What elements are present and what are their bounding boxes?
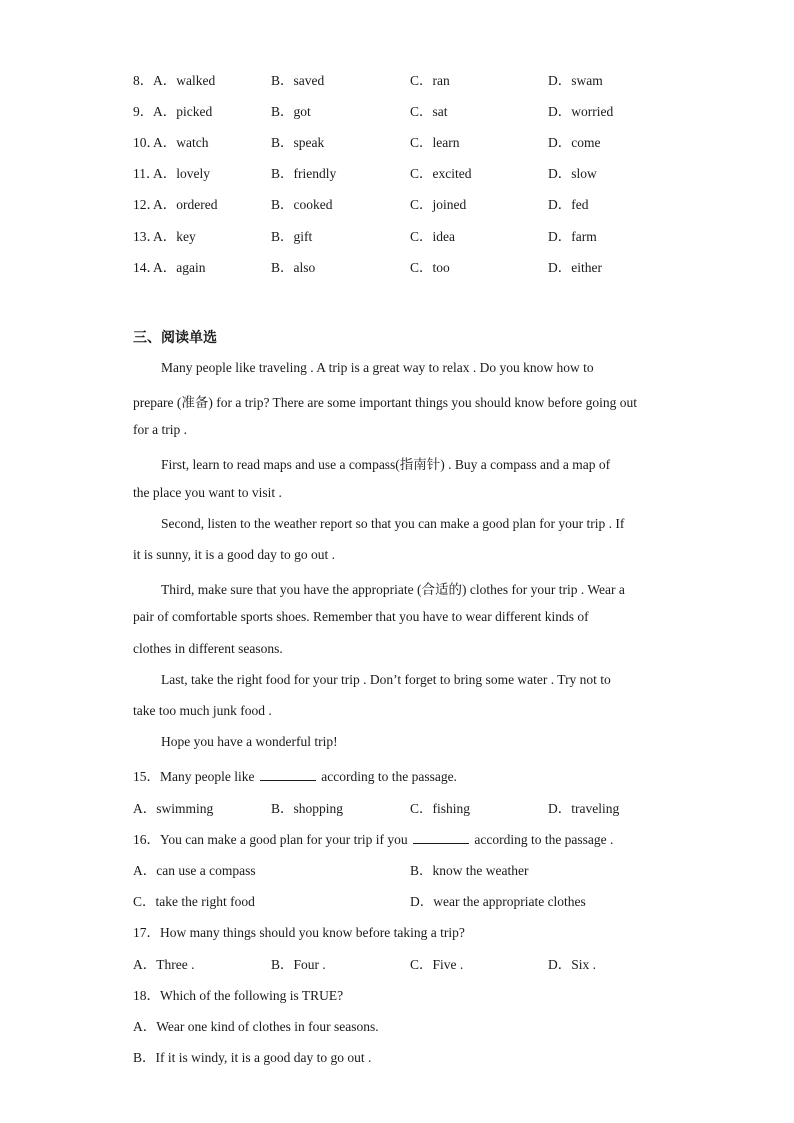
- option-b: B．friendly: [271, 166, 337, 181]
- question-17-options: [133, 953, 693, 973]
- cloze-option-row: [133, 193, 693, 213]
- passage-line: it is sunny, it is a good day to go out .: [133, 547, 335, 562]
- option-b: B．saved: [271, 73, 325, 88]
- option-d: D．traveling: [548, 801, 620, 816]
- option-b: B．also: [271, 260, 316, 275]
- option-b: B．Four .: [271, 957, 326, 972]
- option-c: C．idea: [410, 229, 455, 244]
- passage-line: First, learn to read maps and use a compass(指南针) . Buy a compass and a map of: [161, 457, 611, 472]
- question-number: 13．: [133, 229, 160, 244]
- option-d: D．slow: [548, 166, 597, 181]
- option-a: A．picked: [153, 104, 213, 119]
- question-16-options-row-2: [133, 890, 693, 910]
- passage-line: Third, make sure that you have the appropriate (合适的) clothes for your trip . Wear a: [161, 582, 625, 597]
- cloze-option-row: [133, 69, 693, 89]
- question-number: 10．: [133, 135, 160, 150]
- passage-line: take too much junk food .: [133, 703, 272, 718]
- question-stem-post: according to the passage .: [474, 832, 614, 847]
- option-a: A．walked: [153, 73, 216, 88]
- cloze-option-row: [133, 225, 693, 245]
- option-a: A．ordered: [153, 197, 218, 212]
- question-number: 14．: [133, 260, 160, 275]
- option-d: D．fed: [548, 197, 589, 212]
- passage-line: prepare (准备) for a trip? There are some important things you should know before going out: [133, 395, 637, 410]
- option-a: A．Wear one kind of clothes in four seasons.: [133, 1019, 379, 1034]
- question-16-options-row-1: [133, 859, 693, 879]
- question-stem-pre: 16．You can make a good plan for your trip if you: [133, 832, 408, 847]
- option-b: B．If it is windy, it is a good day to go out .: [133, 1050, 372, 1065]
- option-a: A．swimming: [133, 801, 214, 816]
- question-number: 8．: [133, 73, 154, 88]
- option-c: C．ran: [410, 73, 450, 88]
- passage-line: Hope you have a wonderful trip!: [161, 734, 338, 749]
- option-a: A．can use a compass: [133, 863, 256, 878]
- question-16-stem: [133, 828, 663, 848]
- question-stem-post: according to the passage.: [321, 769, 457, 784]
- passage-line: Second, listen to the weather report so that you can make a good plan for your trip . If: [161, 516, 625, 531]
- option-a: A．again: [153, 260, 206, 275]
- option-c: C．excited: [410, 166, 472, 181]
- option-c: C．Five .: [410, 957, 464, 972]
- passage-line: for a trip .: [133, 422, 187, 437]
- option-c: C．sat: [410, 104, 448, 119]
- option-a: A．lovely: [153, 166, 210, 181]
- option-b: B．gift: [271, 229, 313, 244]
- option-b: B．shopping: [271, 801, 344, 816]
- option-c: C．take the right food: [133, 894, 255, 909]
- option-d: D．farm: [548, 229, 597, 244]
- answer-blank: [413, 831, 469, 844]
- option-c: C．too: [410, 260, 450, 275]
- option-a: A．Three .: [133, 957, 195, 972]
- option-a: A．key: [153, 229, 196, 244]
- option-d: D．come: [548, 135, 601, 150]
- option-b: B．cooked: [271, 197, 333, 212]
- question-15-stem: [133, 765, 663, 785]
- option-b: B．got: [271, 104, 311, 119]
- question-17-stem: 17．How many things should you know before taking a trip?: [133, 925, 465, 940]
- option-c: C．learn: [410, 135, 460, 150]
- option-d: D．wear the appropriate clothes: [410, 894, 586, 909]
- option-b: B．know the weather: [410, 863, 529, 878]
- option-d: D．Six .: [548, 957, 597, 972]
- question-number: 11．: [133, 166, 160, 181]
- question-18-stem: 18．Which of the following is TRUE?: [133, 988, 344, 1003]
- option-c: C．fishing: [410, 801, 471, 816]
- option-c: C．joined: [410, 197, 467, 212]
- passage-line: pair of comfortable sports shoes. Remember that you have to wear different kinds of: [133, 609, 589, 624]
- question-15-options: [133, 797, 693, 817]
- passage-line: clothes in different seasons.: [133, 641, 283, 656]
- section-title: 三、阅读单选: [133, 330, 217, 346]
- question-number: 12．: [133, 197, 160, 212]
- option-b: B．speak: [271, 135, 325, 150]
- question-number: 9．: [133, 104, 154, 119]
- question-stem-pre: 15．Many people like: [133, 769, 255, 784]
- option-d: D．swam: [548, 73, 603, 88]
- passage-line: Many people like traveling . A trip is a great way to relax . Do you know how to: [161, 360, 594, 375]
- cloze-option-row: [133, 131, 693, 151]
- passage-line: the place you want to visit .: [133, 485, 282, 500]
- cloze-option-row: [133, 256, 693, 276]
- option-d: D．either: [548, 260, 602, 275]
- option-d: D．worried: [548, 104, 614, 119]
- cloze-option-row: [133, 100, 693, 120]
- cloze-option-row: [133, 162, 693, 182]
- answer-blank: [260, 768, 316, 781]
- passage-line: Last, take the right food for your trip . Don’t forget to bring some water . Try not to: [161, 672, 611, 687]
- option-a: A．watch: [153, 135, 209, 150]
